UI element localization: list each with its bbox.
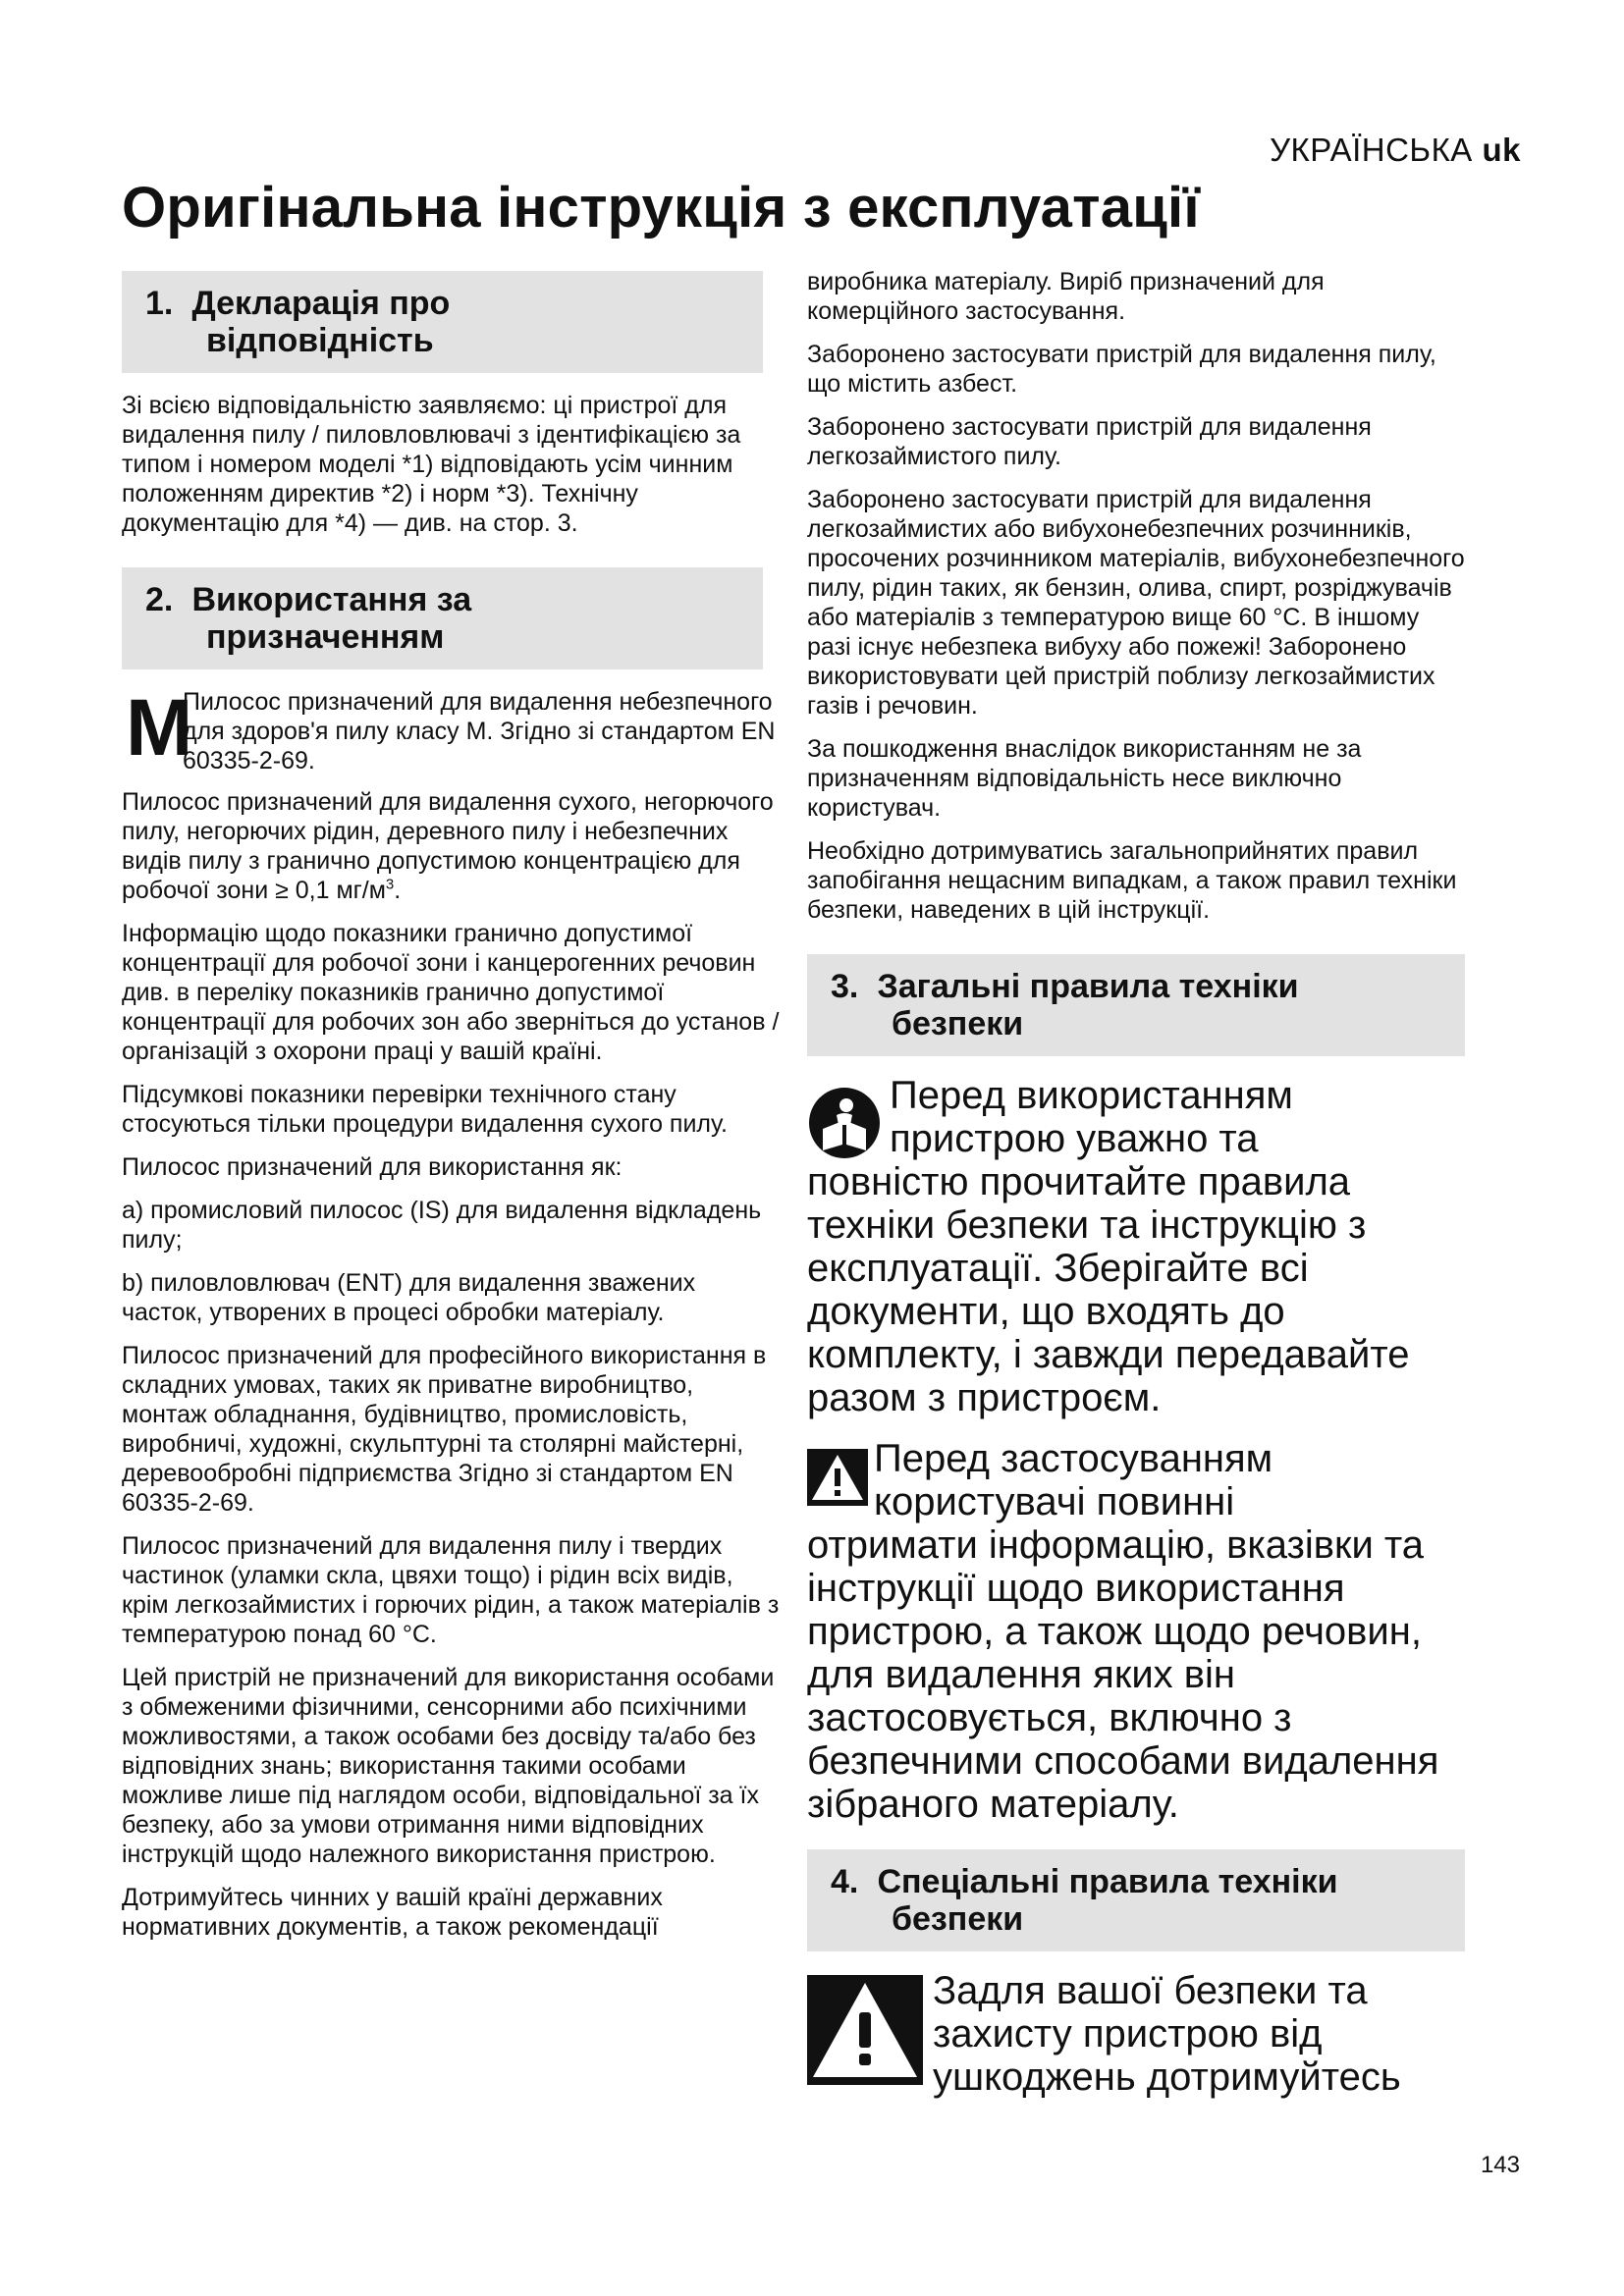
paragraph: Пилосос призначений для використання як: [122,1153,623,1181]
page-title: Оригінальна інструкція з експлуатації [122,176,1200,240]
section-title-line2: відповідність [206,322,434,359]
section-number: 4. [831,1863,859,1900]
paragraph: Інформацію щодо показники гранично допустимої концентрації для робочої зони і канцерогенних речовин див. в переліку показників гранично допустимої концентрації для робочих зон або зверніться до установ / організацій з охорони праці у вашій країні. [122,920,780,1065]
language-label [1270,132,1521,169]
paragraph: Заборонено застосувати пристрій для видалення пилу, що містить азбест. [807,341,1436,398]
paragraph: b) пиловловлювач (ENT) для видалення зважених часток, утворених в процесі обробки матеріалу. [122,1269,696,1326]
dust-class-text: Пилосос призначений для видалення небезпечного для здоров'я пилу класу M. Згідно зі стандартом EN 60335-2-69. [183,688,776,774]
large-warning-icon [807,1975,923,2085]
read-manual-block [807,1074,1465,1419]
section-title-line1: Декларація про [191,285,451,322]
section-1-heading [122,271,763,373]
paragraph: Пилосос призначений для професійного використання в складних умовах, таких як приватне виробництво, монтаж обладнання, будівництво, промисловість, виробничі, художні, скульптурні та столярні майстерні, деревообробні підприємства Згідно зі стандартом EN 60335-2-69. [122,1342,767,1517]
read-manual-text: Перед використанням пристрою уважно та повністю прочитайте правила техніки безпеки та інструкцію з експлуатації. Зберігайте всі документи, що входять до комплекту, і завжди передавайте разом з пристроєм. [807,1074,1410,1419]
paragraph: Пилосос призначений для видалення сухого, негорючого пилу, негорючих рідин, деревного пилу і небезпечних видів пилу з гранично допустимою концентрацією для робочої зони ≥ 0,1 $мг/м^3$. [122,788,774,904]
section-title-line1: Спеціальні правила техніки [877,1863,1338,1900]
right-column [807,267,1465,2116]
user-info-block [807,1437,1465,1826]
section-title-line1: Використання за [191,581,472,618]
paragraph: Пилосос призначений для видалення пилу і твердих частинок (уламки скла, цвяхи тощо) і рідин всіх видів, крім легкозаймистих і горючих рідин, а також матеріалів з температурою понад 60 °C. [122,1532,780,1648]
user-info-text: Перед застосуванням користувачі повинні отримати інформацію, вказівки та інструкції щодо використання пристрою, а також щодо речовин, для видалення яких він застосовується, включно з безпечними способами видалення зібраного матеріалу. [807,1437,1439,1826]
paragraph: Заборонено застосувати пристрій для видалення легкозаймистих або вибухонебезпечних розчинників, просочених розчинником матеріалів, вибухонебезпечного пилу, рідин таких, як бензин, олива, спирт, розріджувачів або матеріалів з температурою вище 60 °C. В іншому разі існує небезпека вибуху або пожежі! Заборонено використовувати цей пристрій поблизу легкозаймистих газів і речовин. [807,486,1465,720]
safety-block [807,1969,1465,2099]
paragraph: Цей пристрій не призначений для використання особами з обмеженими фізичними, сенсорними або психічними можливостями, а також особами без досвіду та/або без відповідних знань; використання такими особами можливе лише під наглядом особи, відповідальної за їх безпеку, або за умови отримання ними відповідних інструкцій щодо належного використання пристрою. [122,1664,775,1868]
section-2-heading [122,567,763,669]
paragraph: виробника матеріалу. Виріб призначений для комерційного застосування. [807,268,1325,325]
dust-class-m-icon: M [126,683,193,773]
language-code: uk [1482,132,1521,168]
section-title-line1: Загальні правила техніки [877,968,1299,1005]
section-number: 2. [145,581,174,618]
section-number: 1. [145,285,174,322]
paragraph: Підсумкові показники перевірки технічного стану стосуються тільки процедури видалення сухого пилу. [122,1081,728,1138]
paragraph: За пошкодження внаслідок використанням не за призначенням відповідальність несе виключно користувач. [807,735,1362,822]
paragraph: Дотримуйтесь чинних у вашій країні державних нормативних документів, а також рекомендації [122,1884,663,1941]
left-column [122,271,780,1955]
section-title-line2: безпеки [892,1005,1024,1042]
dust-class-block [122,683,780,775]
warning-icon [807,1449,868,1506]
language-name: УКРАЇНСЬКА [1270,132,1473,168]
safety-text: Задля вашої безпеки та захисту пристрою від ушкоджень дотримуйтесь [933,1969,1401,2099]
section-3-heading [807,954,1465,1056]
declaration-text: Зі всією відповідальністю заявляємо: ці пристрої для видалення пилу / пиловловлювачі з ідентифікацією за типом і номером моделі *1) відповідають усім чинним положенням директив *2) і норм *3). Технічну документацію для *4) — див. на стор. 3. [122,392,741,537]
read-manual-icon [807,1086,882,1160]
section-title-line2: призначенням [206,618,445,656]
section-number: 3. [831,968,859,1005]
paragraph: Заборонено застосувати пристрій для видалення легкозаймистого пилу. [807,413,1372,470]
paragraph: a) промисловий пилосос (IS) для видалення відкладень пилу; [122,1197,762,1254]
section-4-heading [807,1849,1465,1951]
section-title-line2: безпеки [892,1900,1024,1938]
page-number: 143 [1480,2152,1520,2178]
paragraph: Необхідно дотримуватись загальноприйнятих правил запобігання нещасним випадкам, а також правил техніки безпеки, наведених в цій інструкції. [807,837,1457,924]
